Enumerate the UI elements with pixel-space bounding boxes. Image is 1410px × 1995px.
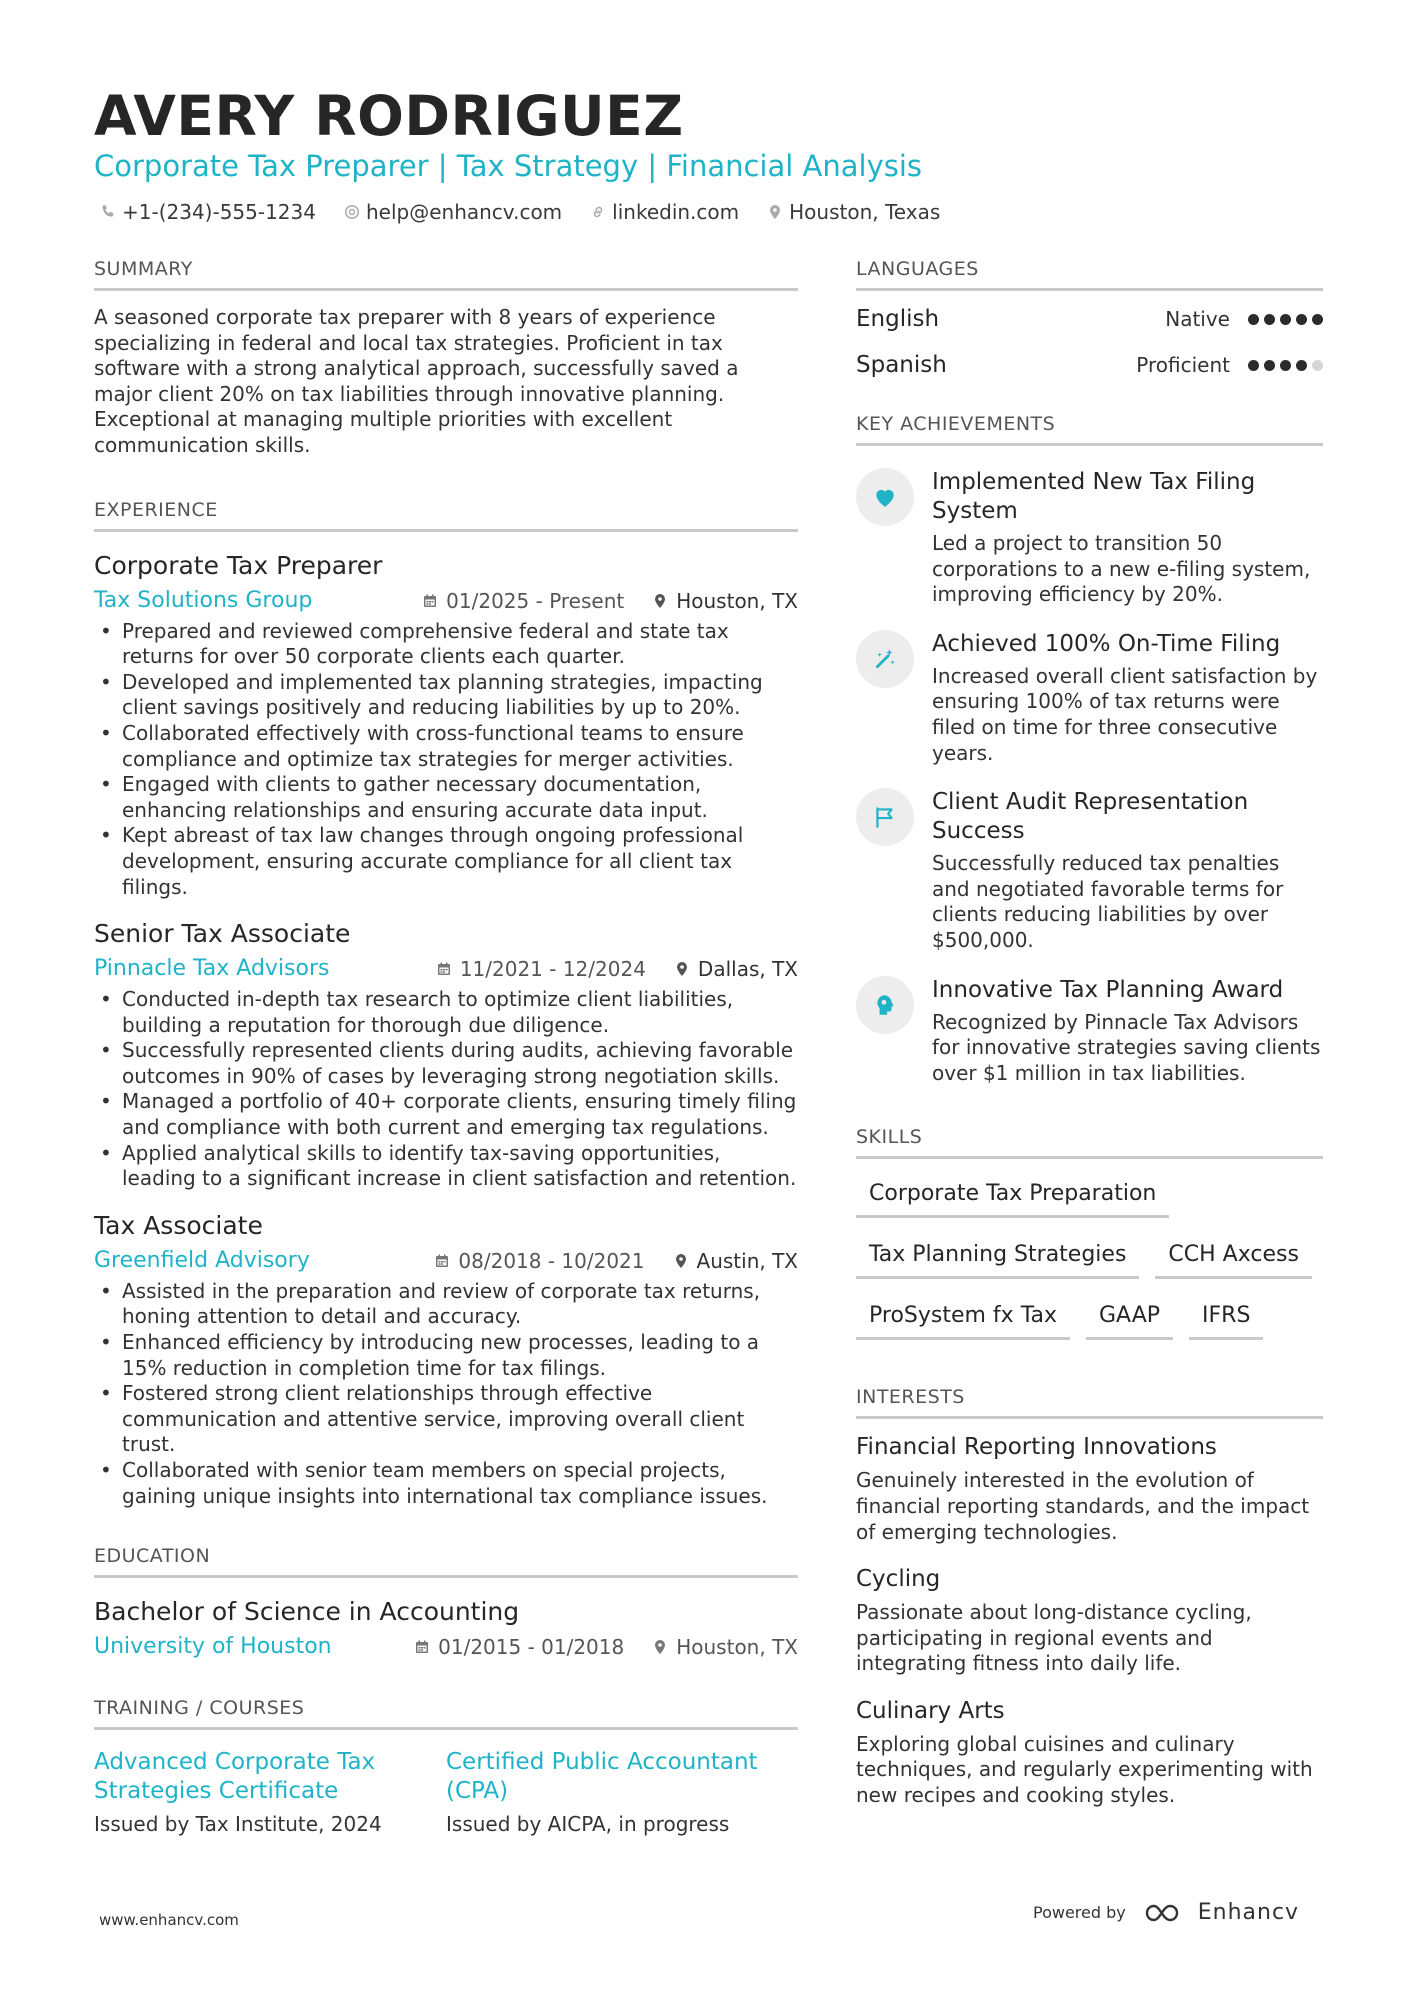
language-level: Native <box>1165 307 1230 331</box>
rating-dot <box>1312 314 1323 325</box>
calendar-icon <box>436 961 452 977</box>
candidate-name: AVERY RODRIGUEZ <box>94 84 684 148</box>
powered-by-label: Powered by <box>1033 1903 1126 1922</box>
language-row <box>856 349 1323 381</box>
achievement-content <box>932 630 1323 766</box>
education-heading: EDUCATION <box>94 1543 798 1578</box>
job-dates <box>422 587 624 615</box>
education-section <box>94 1543 798 1661</box>
magic-wand-icon <box>856 630 914 688</box>
job-bullet: • Conducted in-depth tax research to optimize client liabilities, building a reputation for thorough due diligence. <box>94 987 798 1038</box>
achievements-heading: KEY ACHIEVEMENTS <box>856 411 1323 446</box>
skill-row <box>856 1179 1323 1218</box>
interest-desc: Passionate about long-distance cycling, participating in regional events and integrating fitness into daily life. <box>856 1600 1252 1676</box>
achievement-desc: Recognized by Pinnacle Tax Advisors for innovative strategies saving clients over $1 million in tax liabilities. <box>932 1009 1321 1085</box>
job-meta <box>94 955 798 983</box>
job-bullet: • Engaged with clients to gather necessary documentation, enhancing relationships and ensuring accurate data input. <box>94 772 798 823</box>
education-dates-text: 01/2015 - 01/2018 <box>438 1635 625 1660</box>
rating-dot <box>1280 314 1291 325</box>
job-bullets <box>94 619 798 901</box>
interest-item <box>856 1697 1323 1809</box>
interest-title: Culinary Arts <box>856 1697 1005 1724</box>
summary-heading: SUMMARY <box>94 256 798 291</box>
language-rating <box>1248 360 1323 371</box>
training-item <box>446 1748 798 1838</box>
achievement-title: Achieved 100% On-Time Filing <box>932 630 1281 657</box>
training-list <box>94 1748 798 1838</box>
calendar-icon <box>414 1639 430 1655</box>
job-title: Senior Tax Associate <box>94 919 351 949</box>
rating-dot <box>1264 314 1275 325</box>
language-rating <box>1248 314 1323 325</box>
job-entry <box>94 918 798 1192</box>
job-meta <box>94 1247 798 1275</box>
achievement-list <box>856 468 1323 1086</box>
training-name: Advanced Corporate Tax Strategies Certificate <box>94 1749 376 1805</box>
job-location-text: Houston, TX <box>676 588 798 613</box>
skill-row <box>856 1240 1323 1279</box>
achievement-desc: Successfully reduced tax penalties and negotiated favorable terms for clients reducing liabilities by over $500,000. <box>932 851 1284 952</box>
interest-title: Financial Reporting Innovations <box>856 1434 1217 1461</box>
rating-dot <box>1312 360 1323 371</box>
contact-bar <box>100 198 940 226</box>
skill-row <box>856 1301 1323 1340</box>
summary-section <box>94 256 798 459</box>
training-item <box>94 1748 446 1838</box>
contact-email[interactable] <box>344 198 562 226</box>
skill-list <box>856 1179 1323 1340</box>
company-name: Pinnacle Tax Advisors <box>94 956 330 982</box>
contact-location-text: Houston, Texas <box>789 200 941 224</box>
contact-email-text: help@enhancv.com <box>365 200 563 224</box>
link-icon <box>590 204 606 220</box>
training-issuer: Issued by Tax Institute, 2024 <box>94 1812 382 1837</box>
rating-dot <box>1296 314 1307 325</box>
language-row <box>856 303 1323 335</box>
training-name: Certified Public Accountant (CPA) <box>446 1749 758 1805</box>
interest-desc: Exploring global cuisines and culinary techniques, and regularly experimenting with new recipes and cooking styles. <box>856 1731 1313 1808</box>
rating-dot <box>1248 360 1259 371</box>
brain-head-icon <box>856 976 914 1034</box>
enhancv-logo-icon <box>1144 1902 1190 1924</box>
job-location <box>673 1247 798 1275</box>
interest-desc: Genuinely interested in the evolution of financial reporting standards, and the impact of emerging technologies. <box>856 1468 1310 1544</box>
training-issuer: Issued by AICPA, in progress <box>446 1812 730 1837</box>
job-location <box>674 955 798 983</box>
rating-dot <box>1264 360 1275 371</box>
footer-website[interactable]: www.enhancv.com <box>99 1911 239 1929</box>
skill-tag: Tax Planning Strategies <box>856 1240 1139 1279</box>
achievement-content <box>932 468 1323 608</box>
achievement-content <box>932 976 1323 1087</box>
job-dates-text: 01/2025 - Present <box>446 588 625 613</box>
phone-icon <box>100 204 116 220</box>
languages-heading: LANGUAGES <box>856 256 1323 291</box>
achievement-item <box>856 468 1323 608</box>
job-bullets <box>94 1279 798 1509</box>
interests-section <box>856 1384 1323 1808</box>
interest-list <box>856 1433 1323 1808</box>
interest-item <box>856 1433 1323 1545</box>
languages-section <box>856 256 1323 381</box>
location-pin-icon <box>673 1253 689 1269</box>
job-bullet: • Developed and implemented tax planning strategies, impacting client savings positively and reducing liabilities by up to 20%. <box>94 670 798 721</box>
training-heading: TRAINING / COURSES <box>94 1695 798 1730</box>
skill-tag: Corporate Tax Preparation <box>856 1179 1169 1218</box>
experience-section <box>94 497 798 1510</box>
school-name: University of Houston <box>94 1634 332 1660</box>
achievements-section <box>856 411 1323 1086</box>
job-dates <box>434 1247 644 1275</box>
job-dates-text: 08/2018 - 10/2021 <box>458 1248 645 1273</box>
education-dates <box>414 1633 624 1661</box>
skills-heading: SKILLS <box>856 1124 1323 1159</box>
education-location-text: Houston, TX <box>676 1635 798 1660</box>
skill-tag: CCH Axcess <box>1155 1240 1312 1279</box>
achievement-title: Implemented New Tax Filing System <box>932 469 1256 524</box>
location-pin-icon <box>767 204 783 220</box>
achievement-desc: Led a project to transition 50 corporations to a new e-filing system, improving efficiency by 20%. <box>932 531 1311 607</box>
location-pin-icon <box>652 593 668 609</box>
job-dates <box>436 955 646 983</box>
education-location <box>652 1633 798 1661</box>
achievement-title: Innovative Tax Planning Award <box>932 976 1284 1003</box>
education-meta <box>94 1633 798 1661</box>
company-name: Greenfield Advisory <box>94 1247 310 1273</box>
interest-title: Cycling <box>856 1566 941 1593</box>
rating-dot <box>1248 314 1259 325</box>
interest-item <box>856 1565 1323 1677</box>
interests-heading: INTERESTS <box>856 1384 1323 1419</box>
job-bullet: • Assisted in the preparation and review of corporate tax returns, honing attention to detail and accuracy. <box>94 1279 798 1330</box>
location-pin-icon <box>652 1639 668 1655</box>
job-bullet: • Successfully represented clients during audits, achieving favorable outcomes in 90% of cases by leveraging strong negotiation skills. <box>94 1038 798 1089</box>
right-column <box>856 256 1323 1809</box>
job-title: Corporate Tax Preparer <box>94 550 383 580</box>
at-icon <box>344 204 360 220</box>
company-name: Tax Solutions Group <box>94 587 313 613</box>
contact-phone[interactable] <box>100 198 316 226</box>
calendar-icon <box>434 1253 450 1269</box>
training-section <box>94 1695 798 1838</box>
job-entry <box>94 1210 798 1509</box>
job-list <box>94 550 798 1510</box>
job-location-text: Austin, TX <box>696 1248 798 1273</box>
location-pin-icon <box>674 961 690 977</box>
contact-location <box>767 198 940 226</box>
job-bullet: • Collaborated with senior team members on special projects, gaining unique insights into international tax compliance issues. <box>94 1458 798 1509</box>
skills-section <box>856 1124 1323 1340</box>
job-meta <box>94 587 798 615</box>
job-bullet: • Applied analytical skills to identify tax-saving opportunities, leading to a significant increase in client satisfaction and retention. <box>94 1141 798 1192</box>
skill-tag: IFRS <box>1189 1301 1263 1340</box>
job-bullet: • Enhanced efficiency by introducing new processes, leading to a 15% reduction in completion time for tax filings. <box>94 1330 798 1381</box>
job-location <box>652 587 798 615</box>
contact-linkedin-text: linkedin.com <box>612 200 740 224</box>
achievement-item <box>856 976 1323 1087</box>
language-name: Spanish <box>856 352 947 378</box>
language-level: Proficient <box>1136 353 1230 377</box>
flag-icon <box>856 788 914 846</box>
rating-dot <box>1296 360 1307 371</box>
skill-tag: GAAP <box>1086 1301 1173 1340</box>
calendar-icon <box>422 593 438 609</box>
job-dates-text: 11/2021 - 12/2024 <box>459 957 646 982</box>
achievement-desc: Increased overall client satisfaction by ensuring 100% of tax returns were filed on time for three consecutive years. <box>932 663 1318 765</box>
skill-tag: ProSystem fx Tax <box>856 1301 1070 1340</box>
job-bullet: • Collaborated effectively with cross-functional teams to ensure compliance and optimize tax strategies for merger activities. <box>94 721 798 772</box>
job-title: Tax Associate <box>94 1210 263 1240</box>
achievement-item <box>856 630 1323 766</box>
contact-phone-text: +1-(234)-555-1234 <box>122 200 316 224</box>
job-bullet: • Managed a portfolio of 40+ corporate clients, ensuring timely filing and compliance with both current and emerging tax regulations. <box>94 1089 798 1140</box>
job-entry <box>94 550 798 901</box>
footer-brand <box>1033 1900 1299 1925</box>
degree: Bachelor of Science in Accounting <box>94 1597 520 1627</box>
job-bullets <box>94 987 798 1192</box>
summary-text: A seasoned corporate tax preparer with 8 years of experience specializing in federal and local tax strategies. Proficient in tax software with a strong analytical approach, successfully saved a major client 20% on tax liabilities through innovative planning. Exceptional at managing multiple priorities with excellent communication skills. <box>94 305 739 457</box>
left-column <box>94 256 798 1838</box>
contact-linkedin[interactable] <box>590 198 739 226</box>
headline: Corporate Tax Preparer | Tax Strategy | Financial Analysis <box>94 149 923 183</box>
achievement-title: Client Audit Representation Success <box>932 789 1249 845</box>
heart-icon <box>856 468 914 526</box>
job-bullet: • Fostered strong client relationships through effective communication and attentive service, improving overall client trust. <box>94 1381 798 1458</box>
rating-dot <box>1280 360 1291 371</box>
language-list <box>856 303 1323 381</box>
language-name: English <box>856 306 940 332</box>
experience-heading: EXPERIENCE <box>94 497 798 532</box>
brand-name: Enhancv <box>1197 1900 1300 1925</box>
achievement-content <box>932 788 1323 953</box>
job-bullet: • Kept abreast of tax law changes through ongoing professional development, ensuring accurate compliance for all client tax filings. <box>94 823 798 900</box>
job-location-text: Dallas, TX <box>697 957 798 982</box>
job-bullet: • Prepared and reviewed comprehensive federal and state tax returns for over 50 corporate clients each quarter. <box>94 619 798 670</box>
achievement-item <box>856 788 1323 953</box>
enhancv-logo[interactable] <box>1144 1900 1299 1925</box>
